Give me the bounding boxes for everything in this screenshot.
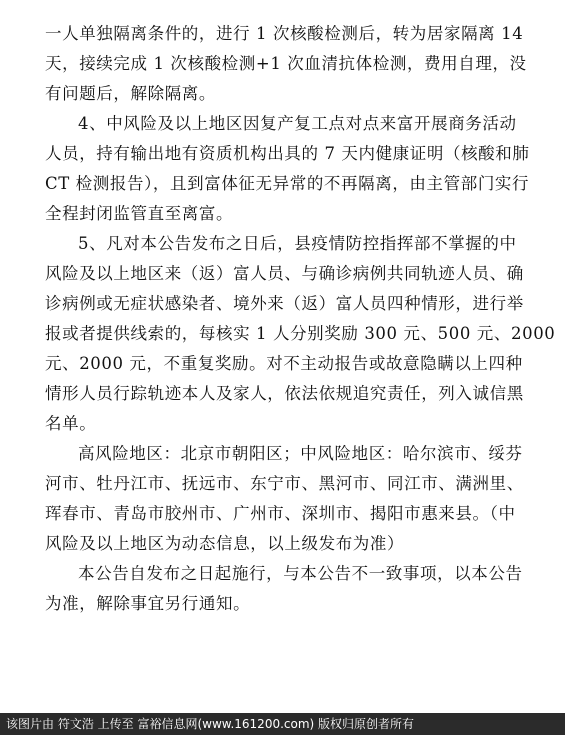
text-line: 天，接续完成 1 次核酸检测+1 次血清抗体检测，费用自理，没	[45, 54, 527, 73]
text-line: 诊病例或无症状感染者、境外来（返）富人员四种情形，进行举	[45, 294, 524, 313]
paragraph-4-start: 4、中风险及以上地区因复产复工点对点来富开展商务活动	[78, 114, 517, 133]
text-line: CT 检测报告），且到富体征无异常的不再隔离，由主管部门实行	[45, 174, 530, 193]
text-line: 为准，解除事宜另行通知。	[45, 594, 251, 613]
effective-notice-start: 本公告自发布之日起施行，与本公告不一致事项，以本公告	[78, 564, 523, 583]
text-line: 河市、牡丹江市、抚远市、东宁市、黑河市、同江市、满洲里、	[45, 474, 524, 493]
text-line: 风险及以上地区来（返）富人员、与确诊病例共同轨迹人员、确	[45, 264, 524, 283]
text-line: 元、2000 元，不重复奖励。对不主动报告或故意隐瞒以上四种	[45, 354, 523, 373]
watermark-bar: 该图片由 符文浩 上传至 富裕信息网(www.161200.com) 版权归原创者所有	[0, 713, 565, 735]
text-line: 名单。	[45, 414, 97, 433]
text-line: 一人单独隔离条件的，进行 1 次核酸检测后，转为居家隔离 14	[45, 24, 524, 43]
text-line: 风险及以上地区为动态信息，以上级发布为准）	[45, 534, 405, 553]
text-line: 报或者提供线索的，每核实 1 人分别奖励 300 元、500 元、2000	[45, 324, 556, 343]
text-line: 有问题后，解除隔离。	[45, 84, 216, 103]
text-line: 全程封闭监管直至离富。	[45, 204, 234, 223]
text-line: 珲春市、青岛市胶州市、广州市、深圳市、揭阳市惠来县。（中	[45, 504, 516, 523]
text-line: 情形人员行踪轨迹本人及家人，依法依规追究责任，列入诚信黑	[45, 384, 524, 403]
risk-areas-start: 高风险地区：北京市朝阳区；中风险地区：哈尔滨市、绥芬	[78, 444, 523, 463]
paragraph-5-start: 5、凡对本公告发布之日后，县疫情防控指挥部不掌握的中	[78, 234, 517, 253]
text-line: 人员，持有输出地有资质机构出具的 7 天内健康证明（核酸和肺	[45, 144, 530, 163]
